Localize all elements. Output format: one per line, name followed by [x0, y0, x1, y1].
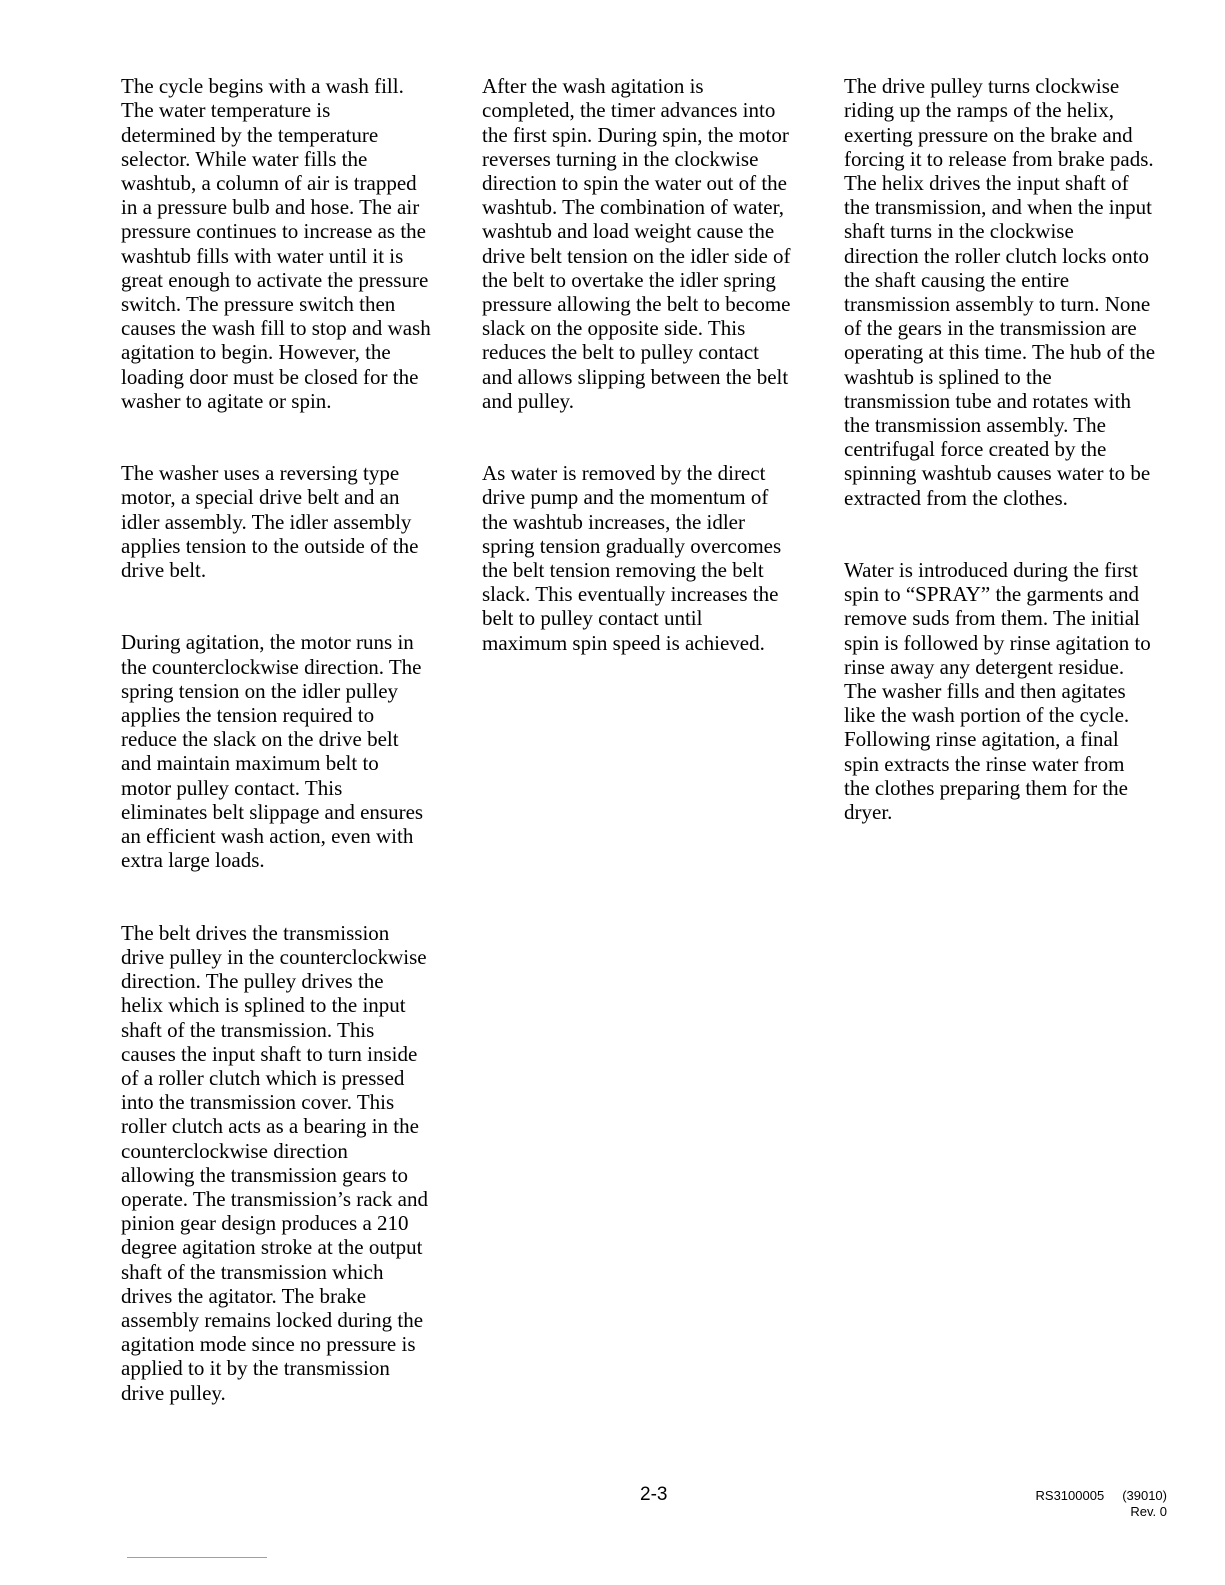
text-column-1: [121, 50, 441, 1453]
text-column-2: [482, 50, 800, 703]
paragraph: The drive pulley turns clockwise riding up the ramps of the helix, exerting pressure on the brake and forcing it to release from brake pads. The helix drives the input shaft of the transmission, and when the input shaft turns in the clockwise direction the roller clutch locks onto the shaft causing the entire transmission assembly to turn. None of the gears in the transmission are operating at this time. The hub of the washtub is splined to the transmission tube and rotates with the transmission assembly. The centrifugal force created by the spinning washtub causes water to be extracted from the clothes.: [844, 74, 1156, 510]
paragraph: During agitation, the motor runs in the counterclockwise direction. The spring tension on the idler pulley applies the tension required to reduce the slack on the drive belt and maintain maximum belt to motor pulley contact. This eliminates belt slippage and ensures an efficient wash action, even with extra large loads.: [121, 630, 424, 873]
paragraph: Water is introduced during the first spin to “SPRAY” the garments and remove suds from them. The initial spin is followed by rinse agitation to rinse away any detergent residue. The washer fills and then agitates like the wash portion of the cycle. Following rinse agitation, a final spin extracts the rinse water from the clothes preparing them for the dryer.: [844, 558, 1151, 825]
paragraph: The cycle begins with a wash fill. The water temperature is determined by the temperature selector. While water fills the washtub, a column of air is trapped in a pressure bulb and hose. The air pressure continues to increase as the washtub fills with water until it is great enough to activate the pressure switch. The pressure switch then causes the wash fill to stop and wash agitation to begin. However, the loading door must be closed for the washer to agitate or spin.: [121, 74, 431, 413]
document-reference: [1036, 1488, 1167, 1520]
revision-label: Rev. 0: [1130, 1504, 1167, 1519]
document-code: RS3100005: [1035, 1488, 1105, 1503]
paragraph: The washer uses a reversing type motor, a special drive belt and an idler assembly. The idler assembly applies tension to the outside of the drive belt.: [121, 461, 419, 583]
paragraph: After the wash agitation is completed, the timer advances into the first spin. During spin, the motor reverses turning in the clockwise direction to spin the water out of the washtub. The combination of water, washtub and load weight cause the drive belt tension on the idler side of the belt to overtake the idler spring pressure allowing the belt to become slack on the opposite side. This reduces the belt to pulley contact and allows slipping between the belt and pulley.: [482, 74, 791, 413]
page-number: 2-3: [640, 1484, 668, 1505]
paragraph: As water is removed by the direct drive pump and the momentum of the washtub increases, the idler spring tension gradually overcomes the belt tension removing the belt slack. This eventually increases the belt to pulley contact until maximum spin speed is achieved.: [482, 461, 782, 655]
text-column-3: [844, 50, 1166, 873]
bottom-rule: [127, 1557, 267, 1558]
paragraph: The belt drives the transmission drive pulley in the counterclockwise direction. The pulley drives the helix which is splined to the input shaft of the transmission. This causes the input shaft to turn inside of a roller clutch which is pressed into the transmission cover. This roller clutch acts as a bearing in the counterclockwise direction allowing the transmission gears to operate. The transmission’s rack and pinion gear design produces a 210 degree agitation stroke at the output shaft of the transmission which drives the agitator. The brake assembly remains locked during the agitation mode since no pressure is applied to it by the transmission drive pulley.: [121, 920, 428, 1405]
document-number: (39010): [1122, 1488, 1167, 1503]
